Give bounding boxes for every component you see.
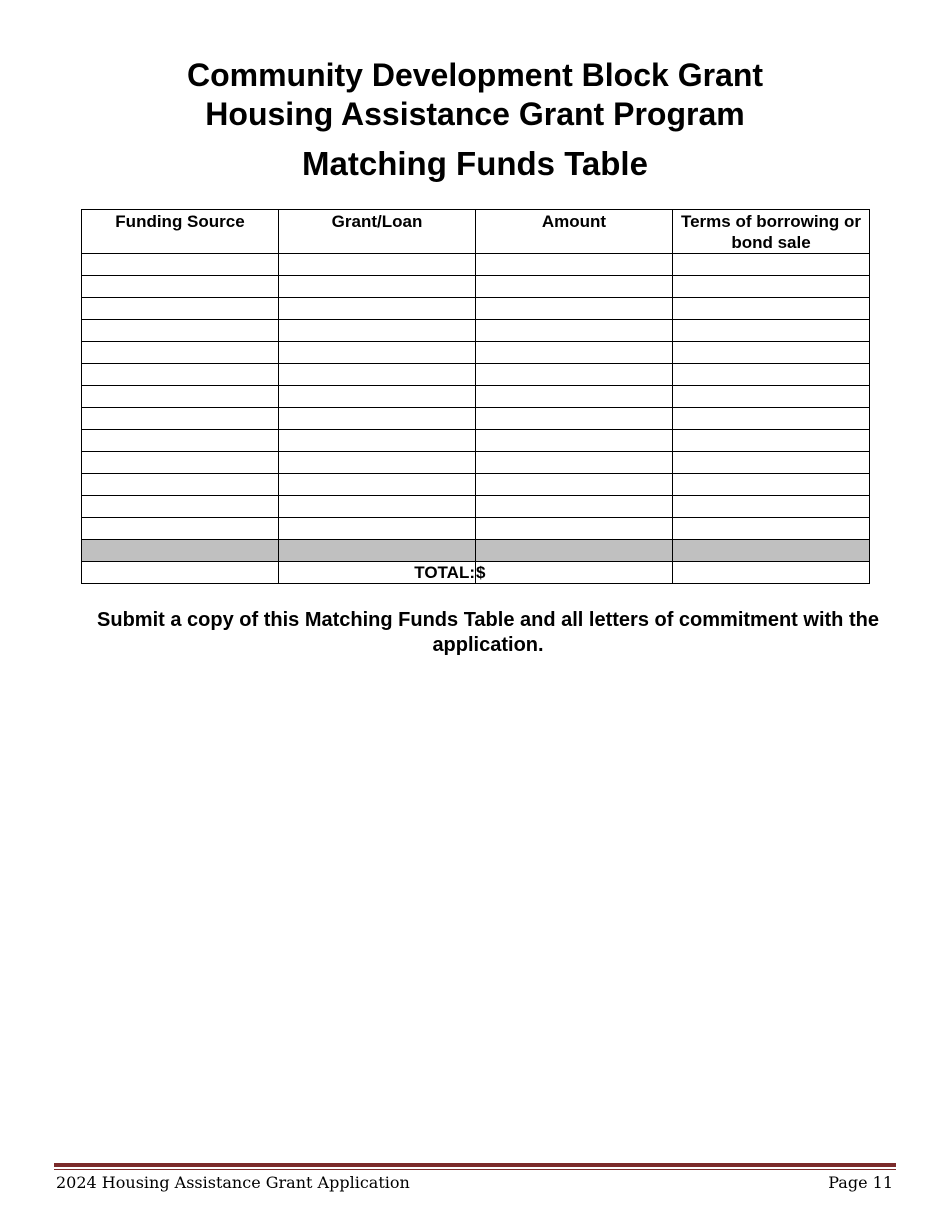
terms-cell[interactable] bbox=[673, 408, 870, 430]
submission-instructions: Submit a copy of this Matching Funds Table and all letters of commitment with the application. bbox=[97, 609, 879, 656]
footer-rule-thin bbox=[54, 1169, 896, 1170]
terms-cell[interactable] bbox=[673, 364, 870, 386]
table-row bbox=[82, 430, 870, 452]
footer-document-title: 2024 Housing Assistance Grant Application bbox=[56, 1173, 410, 1192]
funding-source-cell[interactable] bbox=[82, 430, 279, 452]
terms-cell[interactable] bbox=[673, 276, 870, 298]
grant-loan-cell[interactable] bbox=[279, 496, 476, 518]
total-amount-cell[interactable]: $ bbox=[476, 562, 673, 584]
funding-source-cell[interactable] bbox=[82, 254, 279, 276]
grant-loan-cell[interactable] bbox=[279, 254, 476, 276]
funding-source-cell[interactable] bbox=[82, 452, 279, 474]
table-row bbox=[82, 254, 870, 276]
terms-cell[interactable] bbox=[673, 298, 870, 320]
grant-loan-cell[interactable] bbox=[279, 342, 476, 364]
table-row bbox=[82, 474, 870, 496]
terms-cell[interactable] bbox=[673, 452, 870, 474]
amount-cell[interactable] bbox=[476, 474, 673, 496]
table-row bbox=[82, 386, 870, 408]
table-header-row bbox=[82, 210, 870, 254]
grant-loan-cell[interactable] bbox=[279, 518, 476, 540]
funding-source-cell[interactable] bbox=[82, 474, 279, 496]
funding-source-cell[interactable] bbox=[82, 386, 279, 408]
title-line-1: Community Development Block Grant bbox=[186, 57, 764, 93]
grant-loan-cell[interactable] bbox=[279, 474, 476, 496]
table-row bbox=[82, 320, 870, 342]
column-header-amount: Amount bbox=[476, 210, 673, 254]
table-row bbox=[82, 518, 870, 540]
table-row bbox=[82, 496, 870, 518]
shaded-cell bbox=[82, 540, 279, 562]
terms-cell[interactable] bbox=[673, 496, 870, 518]
grant-loan-cell[interactable] bbox=[279, 430, 476, 452]
terms-cell[interactable] bbox=[673, 518, 870, 540]
amount-cell[interactable] bbox=[476, 254, 673, 276]
table-row bbox=[82, 452, 870, 474]
table-row bbox=[82, 276, 870, 298]
total-terms-cell bbox=[673, 562, 870, 584]
amount-cell[interactable] bbox=[476, 518, 673, 540]
amount-cell[interactable] bbox=[476, 408, 673, 430]
funding-source-cell[interactable] bbox=[82, 320, 279, 342]
amount-cell[interactable] bbox=[476, 276, 673, 298]
amount-cell[interactable] bbox=[476, 386, 673, 408]
amount-cell[interactable] bbox=[476, 342, 673, 364]
funding-source-cell[interactable] bbox=[82, 496, 279, 518]
matching-funds-table bbox=[81, 209, 870, 584]
amount-cell[interactable] bbox=[476, 452, 673, 474]
table-body bbox=[82, 254, 870, 584]
shaded-cell bbox=[279, 540, 476, 562]
amount-cell[interactable] bbox=[476, 298, 673, 320]
terms-cell[interactable] bbox=[673, 430, 870, 452]
terms-cell[interactable] bbox=[673, 254, 870, 276]
terms-cell[interactable] bbox=[673, 386, 870, 408]
shaded-cell bbox=[476, 540, 673, 562]
total-row bbox=[82, 562, 870, 584]
terms-cell[interactable] bbox=[673, 320, 870, 342]
funding-source-cell[interactable] bbox=[82, 298, 279, 320]
funding-source-cell[interactable] bbox=[82, 276, 279, 298]
table-row bbox=[82, 364, 870, 386]
funding-source-cell[interactable] bbox=[82, 364, 279, 386]
shaded-cell bbox=[673, 540, 870, 562]
document-header bbox=[0, 56, 950, 184]
table-row bbox=[82, 408, 870, 430]
total-label: TOTAL: bbox=[279, 562, 476, 584]
shaded-separator-row bbox=[82, 540, 870, 562]
column-header-funding-source: Funding Source bbox=[82, 210, 279, 254]
column-header-grant-loan: Grant/Loan bbox=[279, 210, 476, 254]
terms-cell[interactable] bbox=[673, 342, 870, 364]
table-row bbox=[82, 342, 870, 364]
amount-cell[interactable] bbox=[476, 430, 673, 452]
grant-loan-cell[interactable] bbox=[279, 364, 476, 386]
total-empty-cell bbox=[82, 562, 279, 584]
funding-source-cell[interactable] bbox=[82, 408, 279, 430]
grant-loan-cell[interactable] bbox=[279, 386, 476, 408]
footer-rule-thick bbox=[54, 1163, 896, 1167]
grant-loan-cell[interactable] bbox=[279, 408, 476, 430]
table-title: Matching Funds Table bbox=[302, 145, 648, 182]
terms-cell[interactable] bbox=[673, 474, 870, 496]
title-line-2: Housing Assistance Grant Program bbox=[205, 96, 745, 132]
column-header-terms: Terms of borrowing or bond sale bbox=[673, 210, 870, 254]
grant-loan-cell[interactable] bbox=[279, 452, 476, 474]
funding-source-cell[interactable] bbox=[82, 518, 279, 540]
grant-loan-cell[interactable] bbox=[279, 298, 476, 320]
grant-loan-cell[interactable] bbox=[279, 276, 476, 298]
amount-cell[interactable] bbox=[476, 496, 673, 518]
amount-cell[interactable] bbox=[476, 364, 673, 386]
footer-page-number: Page 11 bbox=[828, 1173, 893, 1192]
grant-loan-cell[interactable] bbox=[279, 320, 476, 342]
table-row bbox=[82, 298, 870, 320]
funding-source-cell[interactable] bbox=[82, 342, 279, 364]
amount-cell[interactable] bbox=[476, 320, 673, 342]
